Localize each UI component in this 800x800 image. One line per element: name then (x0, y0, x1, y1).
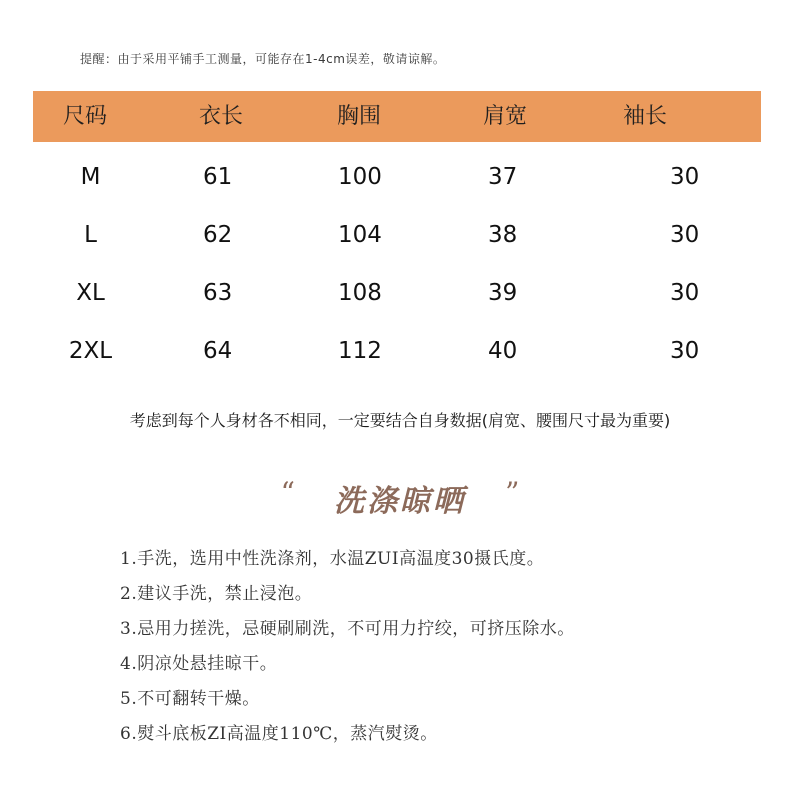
size-table (33, 91, 761, 380)
open-quote: “ (280, 476, 295, 509)
list-item: 2.建议手洗，禁止浸泡。 (120, 584, 313, 604)
cell-size: L (84, 222, 97, 248)
cell-shoulder: 40 (488, 338, 518, 364)
cell-shoulder: 38 (488, 222, 518, 248)
cell-length: 63 (203, 280, 233, 306)
header-shoulder: 肩宽 (483, 104, 528, 129)
cell-sleeve: 30 (670, 164, 700, 190)
list-item: 1.手洗，选用中性洗涤剂，水温ZUI高温度30摄氏度。 (120, 549, 545, 569)
cell-shoulder: 39 (488, 280, 518, 306)
list-item: 3.忌用力搓洗，忌硬刷刷洗，不可用力拧绞，可挤压除水。 (120, 619, 575, 639)
header-sleeve: 袖长 (623, 104, 668, 129)
cell-sleeve: 30 (670, 280, 700, 306)
wash-section-title (0, 476, 800, 520)
list-item: 4.阴凉处悬挂晾干。 (120, 654, 278, 674)
header-length: 衣长 (199, 104, 244, 129)
header-size: 尺码 (63, 104, 108, 129)
cell-size: XL (76, 280, 105, 306)
table-row (33, 264, 761, 322)
cell-sleeve: 30 (670, 338, 700, 364)
cell-chest: 108 (338, 280, 382, 306)
cell-chest: 104 (338, 222, 382, 248)
fit-advice: 考虑到每个人身材各不相同，一定要结合自身数据(肩宽、腰围尺寸最为重要) (129, 411, 671, 430)
table-row (33, 148, 761, 206)
table-row (33, 206, 761, 264)
cell-chest: 112 (338, 338, 382, 364)
wash-title-text: 洗涤晾晒 (334, 484, 466, 519)
table-body (33, 148, 761, 380)
table-header-row (33, 91, 761, 142)
header-chest: 胸围 (337, 104, 382, 129)
close-quote: ” (505, 476, 520, 509)
list-item: 6.熨斗底板ZI高温度110℃，蒸汽熨烫。 (120, 724, 438, 744)
cell-shoulder: 37 (488, 164, 518, 190)
cell-chest: 100 (338, 164, 382, 190)
cell-length: 62 (203, 222, 233, 248)
cell-length: 61 (203, 164, 233, 190)
cell-length: 64 (203, 338, 233, 364)
cell-sleeve: 30 (670, 222, 700, 248)
table-row (33, 322, 761, 380)
cell-size: 2XL (68, 338, 113, 364)
list-item: 5.不可翻转干燥。 (120, 689, 260, 709)
measurement-notice: 提醒：由于采用平铺手工测量，可能存在1-4cm误差，敬请谅解。 (80, 52, 446, 66)
cell-size: M (80, 164, 101, 190)
care-instructions-list (120, 542, 575, 752)
